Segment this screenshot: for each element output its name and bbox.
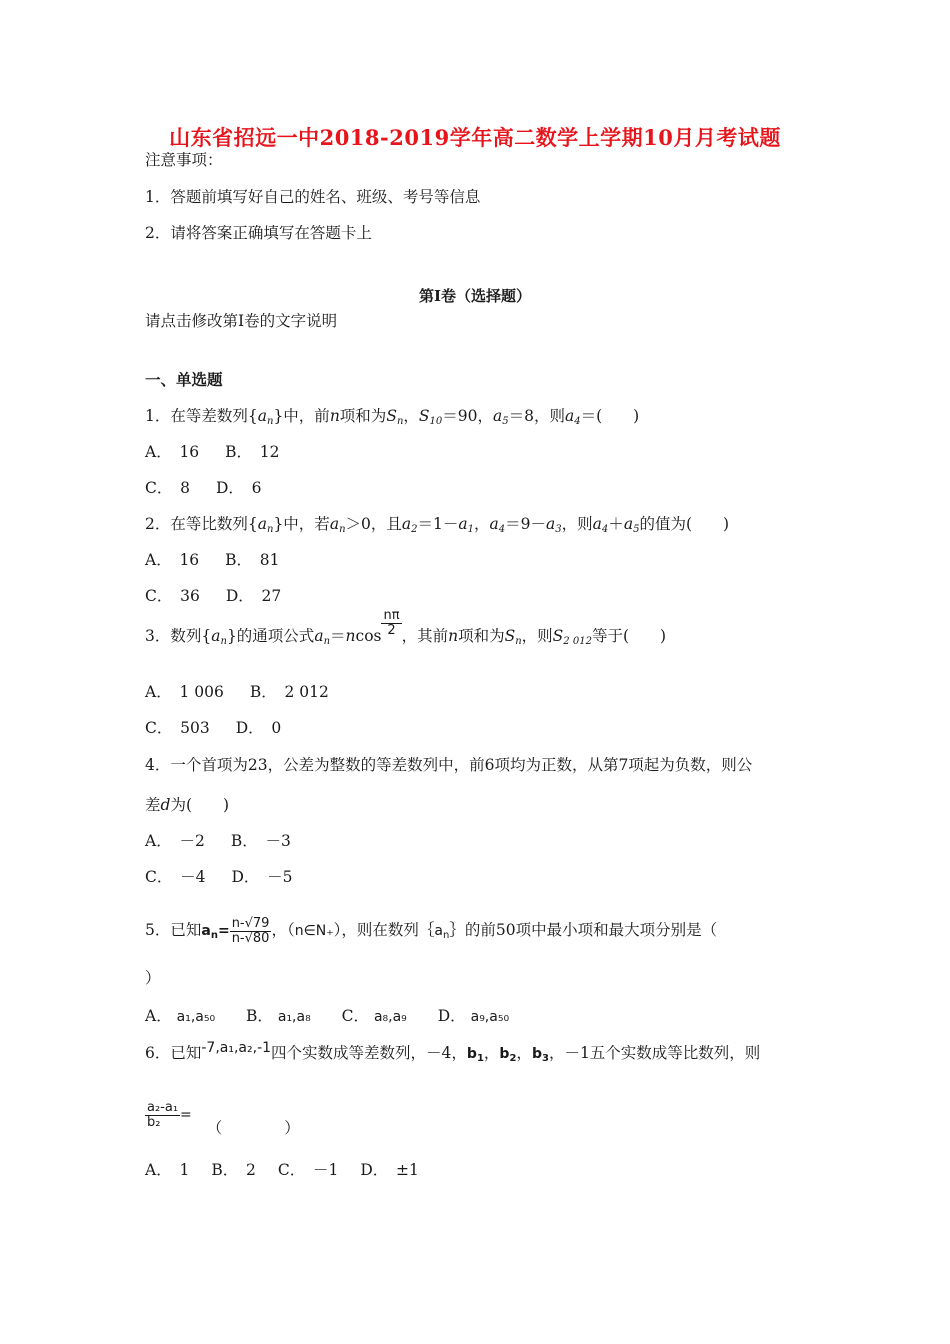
question-2: 2．在等比数列$\{a_n\}$中，若$a_n>0$，且$a_2=1-a_1$，$a_4=9-a_3$，则$a_4+a_5$的值为( )	[145, 515, 730, 535]
question-5-options	[145, 1006, 509, 1027]
option-d: D． 27	[225, 587, 282, 605]
section-note: 请点击修改第I卷的文字说明	[145, 312, 338, 330]
question-5: 5．已知$a_n=$ $\frac{n-√79}{n-√80}$ ，（n∈N₊），则在数列$\{a_n\}$的前50项中最小项和最大项分别是（	[145, 915, 718, 946]
option-c: C． －4	[145, 868, 206, 886]
option-a: A．	[145, 1007, 172, 1025]
option-c: C．	[341, 1007, 370, 1025]
option-b: B． 2 012	[249, 683, 329, 701]
option-b: B． －3	[230, 832, 291, 850]
option-a: A． 16	[145, 551, 200, 569]
question-4-line-2: 差d为( )	[145, 796, 230, 814]
question-3-options-row-2	[145, 718, 281, 738]
option-d: D． －5	[231, 868, 293, 886]
option-a: A． 1 006	[145, 683, 224, 701]
option-a: A． 16	[145, 443, 200, 461]
question-2-options-row-1	[145, 550, 280, 570]
option-c: C． －1	[277, 1161, 339, 1179]
cos-fraction: $\frac{n\pi}{2}$	[383, 607, 400, 638]
an-fraction: $\frac{n-√79}{n-√80}$	[231, 915, 270, 946]
question-4-options-row-2	[145, 867, 293, 887]
question-4-line-1: 4．一个首项为23，公差为整数的等差数列中，前6项均为正数，从第7项起为负数，则公	[145, 756, 753, 774]
option-a: A． 1	[145, 1161, 190, 1179]
option-c: C． 8	[145, 479, 190, 497]
ratio-fraction: $\frac{\text{a₂-a₁}}{\text{b₂}}$	[147, 1099, 179, 1130]
question-1-options-row-2	[145, 478, 262, 498]
option-c: C． 36	[145, 587, 200, 605]
notice-item-1: 1．答题前填写好自己的姓名、班级、考号等信息	[145, 188, 481, 206]
option-a-value: a₁,a₅₀	[176, 1009, 216, 1025]
question-2-options-row-2	[145, 586, 281, 606]
option-b: B． 81	[225, 551, 280, 569]
option-d-value: a₉,a₅₀	[470, 1009, 510, 1025]
option-c-value: a₈,a₉	[373, 1009, 407, 1025]
question-6-options	[145, 1160, 419, 1180]
option-b: B．	[246, 1007, 273, 1025]
option-a: A． －2	[145, 832, 205, 850]
question-4-options-row-1	[145, 831, 291, 851]
part-heading: 一、单选题	[145, 370, 223, 389]
question-3: 3．数列$\{a_n\}$的通项公式$a_n=ncos$ $\frac{n\pi}{2}$ ，其前n项和为$S_n$，则$S_{2 012}$等于( )	[145, 607, 667, 647]
option-b: B． 2	[211, 1161, 256, 1179]
question-1: 1．在等差数列$\{a_n\}$中，前n项和为$S_n$，$S_{10}=90$，$a_5=8$，则$a_4=$( )	[145, 407, 640, 427]
option-d: D． ±1	[360, 1161, 419, 1179]
option-d: D． 0	[235, 719, 282, 737]
question-5-line-2: ）	[145, 969, 161, 987]
notice-heading: 注意事项：	[145, 151, 223, 169]
option-b-value: a₁,a₈	[277, 1009, 311, 1025]
question-1-options-row-1	[145, 442, 280, 462]
option-c: C． 503	[145, 719, 210, 737]
option-d: D．	[437, 1007, 466, 1025]
question-3-options-row-1	[145, 682, 329, 702]
section-heading: 第I卷（选择题）	[418, 287, 532, 305]
question-6-line-2: $\frac{\text{a₂-a₁}}{\text{b₂}}$ = （ ）	[147, 1099, 300, 1137]
option-d: D． 6	[215, 479, 262, 497]
document-title: 山东省招远一中2018-2019学年高二数学上学期10月月考试题	[169, 125, 781, 150]
option-b: B． 12	[225, 443, 280, 461]
question-6: 6．已知-7,a₁,a₂,-1四个实数成等差数列，－4，$b_1$，$b_2$，$b_3$，－1五个实数成等比数列，则	[145, 1040, 761, 1064]
notice-item-2: 2．请将答案正确填写在答题卡上	[145, 224, 372, 242]
